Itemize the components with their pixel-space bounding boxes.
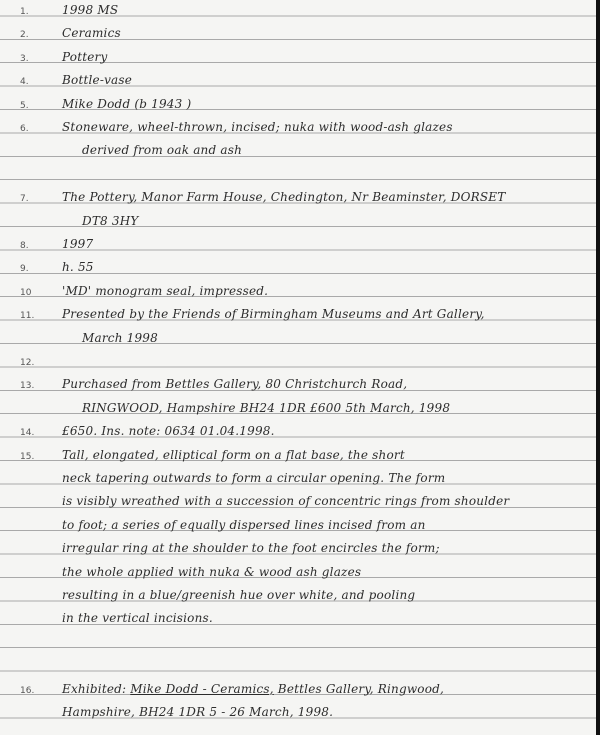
entry-row xyxy=(0,352,596,372)
entry-number: 6. xyxy=(20,124,29,134)
entry-number: 5. xyxy=(20,100,29,111)
entry-number: 9. xyxy=(20,264,29,275)
entry-text: the whole applied with nuka & wood ash glazes xyxy=(62,564,362,579)
entry-number: 13. xyxy=(20,381,35,392)
exhibition-venue: Bettles Gallery, Ringwood, xyxy=(277,681,445,696)
entry-number: 4. xyxy=(20,77,29,88)
entry-text: 1998 MS xyxy=(62,3,119,17)
entry-text: irregular ring at the shoulder to the foot encircles the form; xyxy=(62,541,440,556)
entry-text: Mike Dodd (b 1943 ) xyxy=(62,96,192,111)
exhibition-address: Hampshire, BH24 1DR 5 - 26 March, 1998. xyxy=(62,705,334,719)
entry-text: 'MD' monogram seal, impressed. xyxy=(62,283,269,298)
entry-number: 7. xyxy=(20,194,29,205)
entry-number: 14. xyxy=(20,428,35,439)
entry-text: Ceramics xyxy=(62,26,121,41)
entry-text: The Pottery, Manor Farm House, Chedington, Nr Beaminster, DORSET xyxy=(62,190,506,205)
entry-text: h. 55 xyxy=(62,260,94,275)
entry-text: £650. Ins. note: 0634 01.04.1998. xyxy=(62,424,275,439)
exhibited-label: Exhibited: xyxy=(62,681,127,696)
entry-text: Tall, elongated, elliptical form on a flat base, the short xyxy=(62,447,405,462)
entry-number: 10 xyxy=(20,287,32,298)
entry-text: Bottle-vase xyxy=(62,73,133,88)
entry-number: 2. xyxy=(20,30,29,41)
entry-text: March 1998 xyxy=(82,330,158,345)
entry-text: Presented by the Friends of Birmingham Museums and Art Gallery, xyxy=(62,307,485,322)
entry-text: neck tapering outwards to form a circular opening. The form xyxy=(62,471,446,485)
entry-text: resulting in a blue/greenish hue over white, and pooling xyxy=(62,588,416,602)
entry-number: 15. xyxy=(20,451,35,462)
entry-number: 16. xyxy=(20,685,35,696)
entry-text: Pottery xyxy=(62,49,108,64)
entry-text: DT8 3HY xyxy=(82,213,139,228)
exhibition-title: Mike Dodd - Ceramics, xyxy=(130,681,274,696)
entry-text: to foot; a series of equally dispersed lines incised from an xyxy=(62,517,426,532)
entry-number: 12. xyxy=(20,358,35,368)
entry-text: derived from oak and ash xyxy=(82,143,243,158)
scan-edge xyxy=(596,0,600,735)
entry-text: is visibly wreathed with a succession of concentric rings from shoulder xyxy=(62,494,510,509)
entry-text: RINGWOOD, Hampshire BH24 1DR £600 5th March, 1998 xyxy=(82,400,451,415)
entry-text: in the vertical incisions. xyxy=(62,611,213,626)
entry-number: 1. xyxy=(20,7,29,17)
entry-number: 3. xyxy=(20,53,29,64)
entry-text: Purchased from Bettles Gallery, 80 Christchurch Road, xyxy=(62,377,408,392)
entry-text: 1997 xyxy=(62,237,94,251)
entry-number: 11. xyxy=(20,311,35,322)
exhibited-text xyxy=(62,682,444,696)
entry-text: Stoneware, wheel-thrown, incised; nuka with wood-ash glazes xyxy=(62,120,453,134)
entry-number: 8. xyxy=(20,241,29,251)
